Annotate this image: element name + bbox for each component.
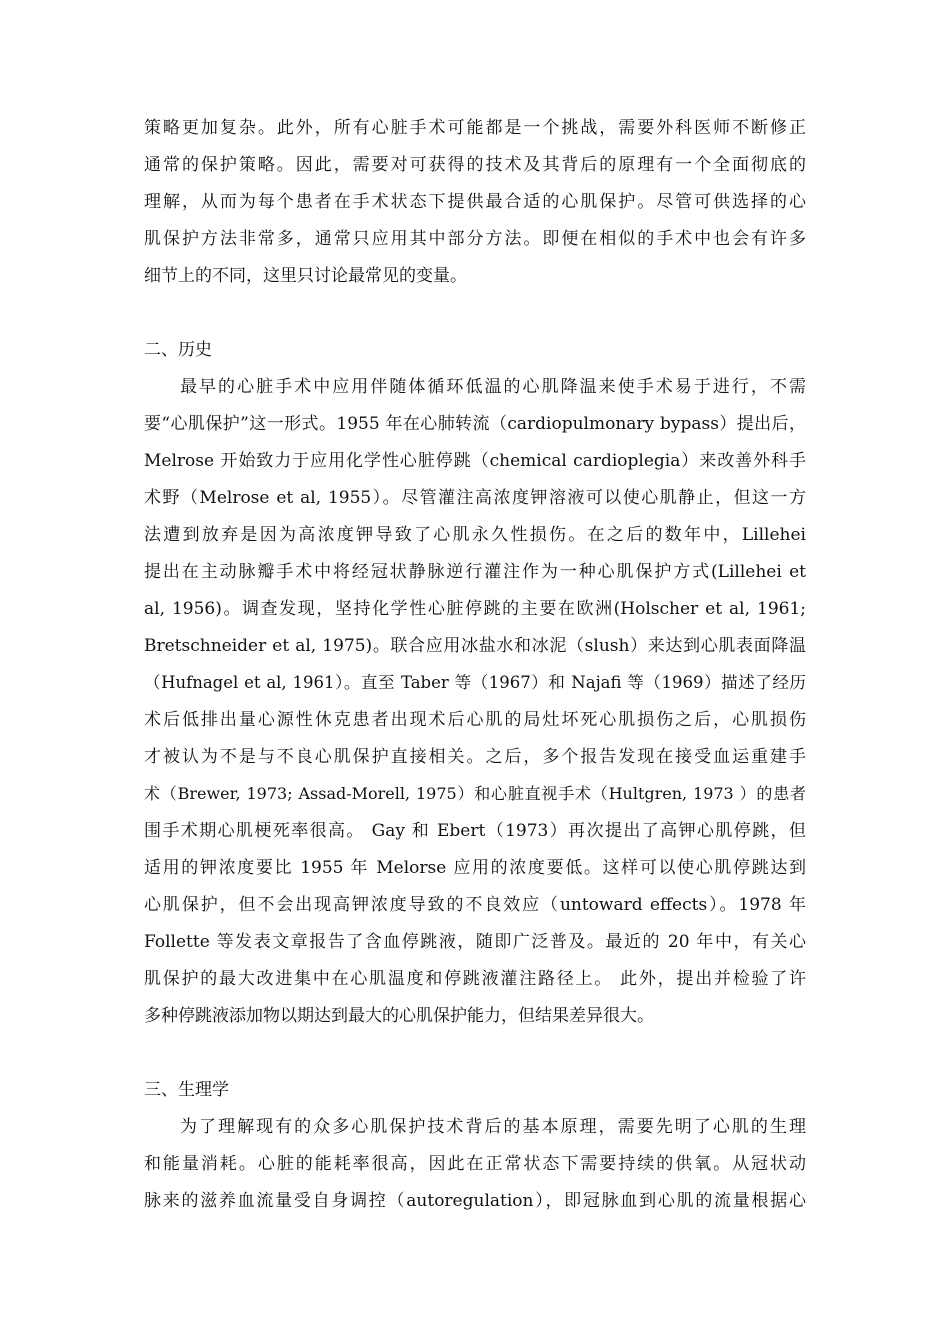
paragraph-line: 术（Brewer, 1973; Assad-Morell, 1975）和心脏直视手术（Hultgren, 1973 ）的患者: [144, 784, 806, 803]
paragraph-line: 术野（Melrose et al, 1955）。尽管灌注高浓度钾溶液可以使心肌静止，但这一方: [144, 488, 806, 508]
paragraph-line: 通常的保护策略。因此，需要对可获得的技术及其背后的原理有一个全面彻底的: [144, 155, 806, 175]
section-heading-history: 二、历史: [144, 340, 212, 360]
paragraph-line: 理解，从而为每个患者在手术状态下提供最合适的心肌保护。尽管可供选择的心: [144, 192, 806, 212]
paragraph-line: Follette 等发表文章报告了含血停跳液，随即广泛普及。最近的 20 年中，有关心: [144, 932, 806, 952]
paragraph-line: 术后低排出量心源性休克患者出现术后心肌的局灶坏死心肌损伤之后，心肌损伤: [144, 710, 806, 730]
paragraph-line: 脉来的滋养血流量受自身调控（autoregulation），即冠脉血到心肌的流量根据心: [144, 1191, 806, 1211]
paragraph-line: Melrose 开始致力于应用化学性心脏停跳（chemical cardioplegia）来改善外科手: [144, 451, 806, 471]
paragraph-line: 和能量消耗。心脏的能耗率很高，因此在正常状态下需要持续的供氧。从冠状动: [144, 1154, 806, 1174]
paragraph-line: 提出在主动脉瓣手术中将经冠状静脉逆行灌注作为一种心肌保护方式(Lillehei et: [144, 562, 806, 582]
section-heading-physiology: 三、生理学: [144, 1080, 229, 1100]
paragraph-line: Bretschneider et al, 1975)。联合应用冰盐水和冰泥（slush）来达到心肌表面降温: [144, 636, 806, 656]
paragraph-line: 肌保护方法非常多，通常只应用其中部分方法。即便在相似的手术中也会有许多: [144, 229, 806, 249]
paragraph-line: 最早的心脏手术中应用伴随体循环低温的心肌降温来使手术易于进行，不需: [180, 377, 806, 397]
paragraph-line: 法遭到放弃是因为高浓度钾导致了心肌永久性损伤。在之后的数年中，Lillehei: [144, 525, 806, 545]
paragraph-line: 策略更加复杂。此外，所有心脏手术可能都是一个挑战，需要外科医师不断修正: [144, 118, 806, 138]
paragraph-line: 细节上的不同，这里只讨论最常见的变量。: [144, 266, 467, 286]
paragraph-line: 才被认为不是与不良心肌保护直接相关。之后，多个报告发现在接受血运重建手: [144, 747, 806, 767]
paragraph-line: （Hufnagel et al, 1961）。直至 Taber 等（1967）和 Najafi 等（1969）描述了经历: [144, 673, 806, 692]
paragraph-line: 围手术期心肌梗死率很高。 Gay 和 Ebert（1973）再次提出了高钾心肌停跳，但: [144, 821, 806, 841]
paragraph-line: 适用的钾浓度要比 1955 年 Melorse 应用的浓度要低。这样可以使心肌停跳达到: [144, 858, 806, 878]
paragraph-line: al, 1956)。调查发现，坚持化学性心脏停跳的主要在欧洲(Holscher et al, 1961;: [144, 599, 806, 619]
paragraph-line: 多种停跳液添加物以期达到最大的心肌保护能力，但结果差异很大。: [144, 1006, 654, 1026]
paragraph-line: 为了理解现有的众多心肌保护技术背后的基本原理，需要先明了心肌的生理: [180, 1117, 806, 1137]
paragraph-line: 心肌保护，但不会出现高钾浓度导致的不良效应（untoward effects）。1978 年: [144, 895, 806, 915]
paragraph-line: 肌保护的最大改进集中在心肌温度和停跳液灌注路径上。 此外，提出并检验了许: [144, 969, 806, 989]
paragraph-line: 要“心肌保护”这一形式。1955 年在心肺转流（cardiopulmonary bypass）提出后，: [144, 414, 806, 434]
